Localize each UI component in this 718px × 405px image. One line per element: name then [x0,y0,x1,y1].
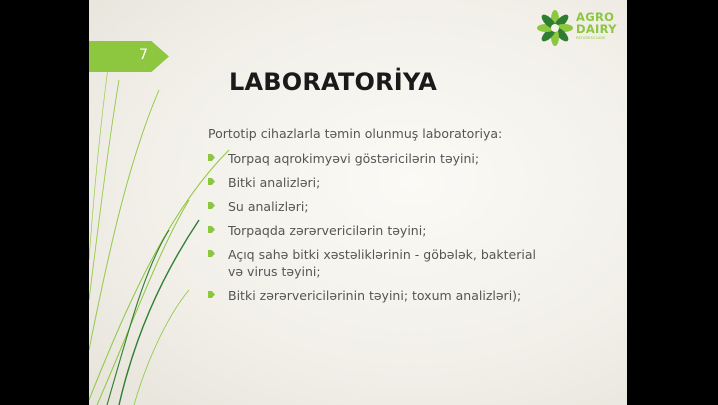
arrow-bullet-icon [208,202,215,209]
page-number: 7 [139,47,148,63]
arrow-bullet-icon [208,154,215,161]
arrow-bullet-icon [208,291,215,298]
bullet-text: Bitki analizləri; [228,175,321,190]
bullet-list [208,150,618,304]
arrow-bullet-icon [208,226,215,233]
arrow-bullet-icon [208,178,215,185]
bullet-item [208,287,618,304]
bullet-item [208,246,618,280]
bullet-item [208,198,618,215]
bullet-item [208,174,618,191]
slide-title: LABORATORİYA [229,68,437,96]
wheat-flower-icon [537,8,573,48]
bullet-text: Torpaqda zərərvericilərin təyini; [228,223,427,238]
slide [89,0,627,405]
bullet-text: Açıq sahə bitki xəstəliklərinin - göbələk, bakterial və virus təyini; [228,247,536,279]
bullet-text: Torpaq aqrokimyəvi göstəricilərin təyini; [228,151,480,166]
swoosh-6 [89,80,119,300]
brand-name-line2: DAIRY [576,22,617,36]
agro-dairy-logo [537,8,627,48]
bullet-item [208,222,618,239]
intro-text: Portotip cihazlarla təmin olunmuş laboratoriya: [208,126,503,141]
swoosh-8 [89,60,109,260]
bullet-item [208,150,618,167]
brand-name-line1: AGRO [576,10,615,24]
swoosh-2 [97,200,189,405]
bullet-text: Su analizləri; [228,199,309,214]
arrow-bullet-icon [208,250,215,257]
swoosh-5 [134,290,189,405]
brand-tagline: PATURESCLUDE [576,36,606,40]
bullet-text: Bitki zərərvericilərinin təyini; toxum analizləri); [228,288,522,303]
